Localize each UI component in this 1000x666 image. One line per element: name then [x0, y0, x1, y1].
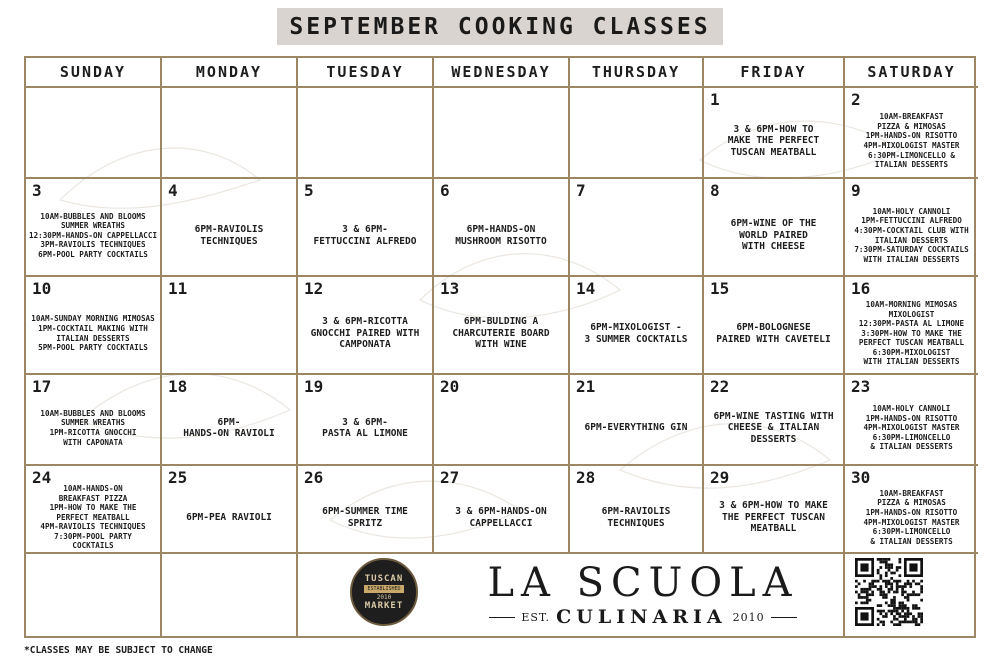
calendar-day-cell [704, 466, 845, 554]
calendar-day-cell [298, 375, 434, 466]
day-number: 13 [440, 279, 460, 298]
day-number: 4 [168, 181, 178, 200]
brand-year: 2010 [732, 610, 765, 624]
footer-empty-cell [162, 554, 298, 636]
day-number: 25 [168, 468, 188, 487]
day-events: 6PM- HANDS-ON RAVIOLI [183, 416, 275, 439]
weekday-header-thursday: THURSDAY [570, 58, 704, 88]
weekday-header-friday: FRIDAY [704, 58, 845, 88]
calendar-day-cell [570, 179, 704, 277]
calendar-day-cell [162, 466, 298, 554]
day-events: 10AM-SUNDAY MORNING MIMOSAS 1PM-COCKTAIL MAKING WITH ITALIAN DESSERTS 5PM-POOL PARTY COCKTAILS [31, 314, 155, 353]
day-number: 1 [710, 90, 720, 109]
day-events: 6PM-HANDS-ON MUSHROOM RISOTTO [455, 224, 547, 247]
day-number: 20 [440, 377, 460, 396]
day-events: 6PM-RAVIOLIS TECHNIQUES [194, 224, 264, 247]
calendar-day-cell [704, 277, 845, 375]
day-number: 3 [32, 181, 42, 200]
divider [489, 617, 515, 618]
seal-top-text: TUSCAN [364, 573, 404, 584]
day-events: 10AM-HANDS-ON BREAKFAST PIZZA 1PM-HOW TO MAKE THE PERFECT MEATBALL 4PM-RAVIOLIS TECHNIQUES 7:30PM-POOL PARTY COCKTAILS [40, 483, 146, 551]
day-number: 12 [304, 279, 324, 298]
calendar-grid [24, 56, 976, 638]
day-events: 3 & 6PM-HOW TO MAKE THE PERFECT TUSCAN MEATBALL [719, 500, 828, 535]
brand-est: EST. [521, 610, 551, 624]
calendar-day-cell [704, 375, 845, 466]
day-number: 9 [851, 181, 861, 200]
day-events: 10AM-BUBBLES AND BLOOMS SUMMER WREATHS 12:30PM-HANDS-ON CAPPELLACCI 3PM-RAVIOLIS TECHNIQUES 6PM-POOL PARTY COCKTAILS [29, 211, 158, 259]
calendar-day-cell [845, 179, 978, 277]
day-number: 21 [576, 377, 596, 396]
calendar-day-cell [434, 88, 570, 179]
page-title: SEPTEMBER COOKING CLASSES [277, 8, 723, 45]
calendar-day-cell [570, 375, 704, 466]
calendar-day-cell [570, 277, 704, 375]
seal-band-text: ESTABLISHED [364, 585, 403, 593]
day-events: 6PM-SUMMER TIME SPRITZ [322, 506, 408, 529]
day-events: 6PM-WINE TASTING WITH CHEESE & ITALIAN DESSERTS [713, 410, 834, 445]
day-number: 2 [851, 90, 861, 109]
day-number: 5 [304, 181, 314, 200]
weekday-header-tuesday: TUESDAY [298, 58, 434, 88]
calendar-day-cell [26, 466, 162, 554]
calendar-day-cell [26, 375, 162, 466]
day-number: 11 [168, 279, 188, 298]
day-number: 7 [576, 181, 586, 200]
day-events: 3 & 6PM- FETTUCCINI ALFREDO [313, 224, 417, 247]
calendar-day-cell [704, 179, 845, 277]
weekday-header-monday: MONDAY [162, 58, 298, 88]
day-events: 10AM-BUBBLES AND BLOOMS SUMMER WREATHS 1PM-RICOTTA GNOCCHI WITH CAPONATA [40, 408, 146, 447]
calendar-day-cell [434, 375, 570, 466]
day-number: 17 [32, 377, 52, 396]
calendar-day-cell [162, 88, 298, 179]
weekday-header-saturday: SATURDAY [845, 58, 978, 88]
brand-subtitle [478, 606, 808, 628]
day-number: 8 [710, 181, 720, 200]
day-number: 26 [304, 468, 324, 487]
calendar-day-cell [845, 375, 978, 466]
qr-code-icon[interactable] [855, 558, 923, 626]
calendar-day-cell [26, 179, 162, 277]
day-events: 6PM-RAVIOLIS TECHNIQUES [601, 506, 671, 529]
divider [771, 617, 797, 618]
calendar-day-cell [704, 88, 845, 179]
seal-bottom-text: MARKET [364, 600, 404, 611]
day-events: 6PM-MIXOLOGIST - 3 SUMMER COCKTAILS [584, 322, 688, 345]
calendar-day-cell [26, 277, 162, 375]
day-events: 6PM-BULDING A CHARCUTERIE BOARD WITH WINE [452, 316, 550, 351]
day-number: 29 [710, 468, 730, 487]
tuscan-market-seal-logo [350, 558, 418, 626]
footer-qr-cell [845, 554, 978, 636]
day-number: 23 [851, 377, 871, 396]
brand-name: LA SCUOLA [487, 560, 799, 606]
day-number: 28 [576, 468, 596, 487]
day-number: 6 [440, 181, 450, 200]
calendar-day-cell [162, 375, 298, 466]
day-events: 10AM-BREAKFAST PIZZA & MIMOSAS 1PM-HANDS-ON RISOTTO 4PM-MIXOLOGIST MASTER 6:30PM-LIMONCELLO & ITALIAN DESSERTS [863, 112, 960, 170]
calendar-day-cell [162, 179, 298, 277]
calendar-day-cell [26, 88, 162, 179]
calendar-day-cell [434, 466, 570, 554]
calendar-day-cell [434, 277, 570, 375]
day-events: 10AM-MORNING MIMOSAS MIXOLOGIST 12:30PM-PASTA AL LIMONE 3:30PM-HOW TO MAKE THE PERFECT TUSCAN MEATBALL 6:30PM-MIXOLOGIST WITH ITALIAN DESSERTS [858, 299, 965, 367]
day-number: 10 [32, 279, 52, 298]
day-events: 10AM-HOLY CANNOLI 1PM-HANDS-ON RISOTTO 4PM-MIXOLOGIST MASTER 6:30PM-LIMONCELLO & ITALIAN DESSERTS [863, 404, 960, 452]
day-number: 19 [304, 377, 324, 396]
calendar-day-cell [298, 277, 434, 375]
calendar-day-cell [845, 466, 978, 554]
day-events: 10AM-BREAKFAST PIZZA & MIMOSAS 1PM-HANDS-ON RISOTTO 4PM-MIXOLOGIST MASTER 6:30PM-LIMONCELLO & ITALIAN DESSERTS [863, 488, 960, 546]
calendar-day-cell [434, 179, 570, 277]
day-number: 14 [576, 279, 596, 298]
calendar-day-cell [298, 466, 434, 554]
day-number: 24 [32, 468, 52, 487]
calendar-day-cell [570, 466, 704, 554]
calendar-day-cell [162, 277, 298, 375]
day-events: 3 & 6PM- PASTA AL LIMONE [322, 416, 408, 439]
day-events: 6PM-WINE OF THE WORLD PAIRED WITH CHEESE [730, 218, 817, 253]
day-events: 6PM-EVERYTHING GIN [584, 422, 688, 434]
day-number: 16 [851, 279, 871, 298]
day-number: 27 [440, 468, 460, 487]
day-number: 18 [168, 377, 188, 396]
day-number: 30 [851, 468, 871, 487]
calendar-day-cell [570, 88, 704, 179]
calendar-day-cell [298, 88, 434, 179]
day-events: 3 & 6PM-HOW TO MAKE THE PERFECT TUSCAN MEATBALL [727, 123, 820, 158]
day-events: 3 & 6PM-RICOTTA GNOCCHI PAIRED WITH CAMPONATA [310, 316, 420, 351]
seal-year: 2010 [376, 593, 392, 601]
calendar-day-cell [845, 88, 978, 179]
day-events: 10AM-HOLY CANNOLI 1PM-FETTUCCINI ALFREDO 4:30PM-COCKTAIL CLUB WITH ITALIAN DESSERTS 7:30PM-SATURDAY COCKTAILS WITH ITALIAN DESSERTS [854, 206, 969, 264]
day-number: 22 [710, 377, 730, 396]
day-events: 6PM-BOLOGNESE PAIRED WITH CAVETELI [716, 322, 831, 345]
day-number: 15 [710, 279, 730, 298]
footer-empty-cell [26, 554, 162, 636]
day-events: 6PM-PEA RAVIOLI [186, 511, 272, 523]
calendar-day-cell [845, 277, 978, 375]
brand-culinaria: CULINARIA [556, 606, 727, 628]
weekday-header-wednesday: WEDNESDAY [434, 58, 570, 88]
calendar-day-cell [298, 179, 434, 277]
day-events: 3 & 6PM-HANDS-ON CAPPELLACCI [455, 506, 547, 529]
footer-branding [298, 554, 845, 636]
weekday-header-sunday: SUNDAY [26, 58, 162, 88]
footnote: *CLASSES MAY BE SUBJECT TO CHANGE [24, 645, 213, 656]
